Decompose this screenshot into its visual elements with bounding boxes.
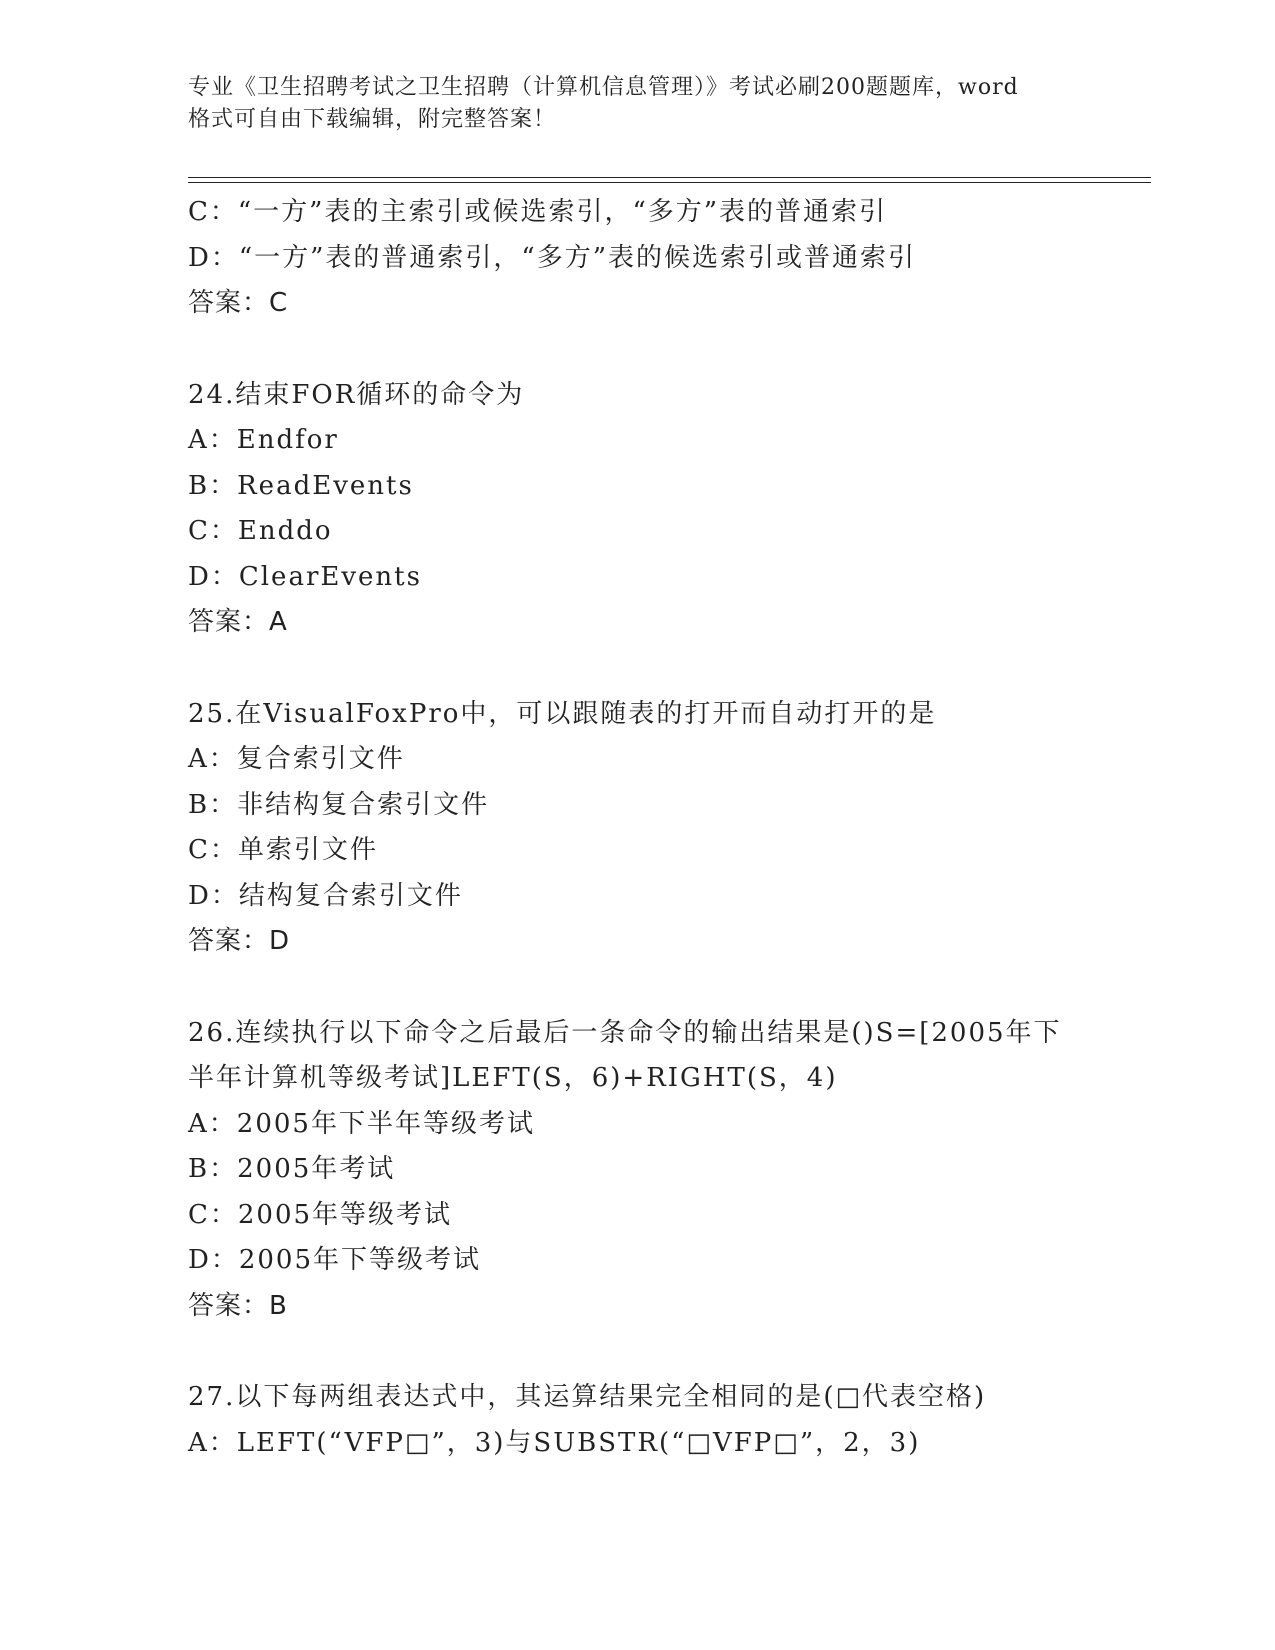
option-b: B：2005年考试 (188, 1154, 396, 1184)
question-list (188, 190, 1188, 1466)
spacer (188, 965, 1188, 1011)
option-a: A：复合索引文件 (188, 744, 405, 774)
question-stem: 27.以下每两组表达式中，其运算结果完全相同的是(□代表空格) (188, 1382, 987, 1412)
option-a: A：Endfor (188, 425, 339, 455)
answer-line: 答案：A (188, 607, 288, 637)
question-27 (188, 1375, 1188, 1466)
question-stem-continued: 半年计算机等级考试]LEFT(S，6)+RIGHT(S，4) (188, 1063, 838, 1093)
question-stem: 26.连续执行以下命令之后最后一条命令的输出结果是()S=[2005年下 (188, 1017, 1062, 1048)
option-c: C：单索引文件 (188, 835, 378, 865)
option-a: A：LEFT(“VFP□”，3)与SUBSTR(“□VFP□”，2，3) (188, 1427, 921, 1458)
option-b: B：非结构复合索引文件 (188, 789, 490, 820)
question-24 (188, 373, 1188, 646)
question-stem: 24.结束FOR循环的命令为 (188, 379, 525, 410)
spacer (188, 646, 1188, 692)
question-stem: 25.在VisualFoxPro中，可以跟随表的打开而自动打开的是 (188, 698, 937, 729)
header-title-line-1: 专业《卫生招聘考试之卫生招聘（计算机信息管理）》考试必刷200题题库，word (188, 75, 1019, 100)
option-a: A：2005年下半年等级考试 (188, 1108, 535, 1139)
document-header (188, 72, 1088, 136)
option-c: C：Enddo (188, 516, 333, 546)
header-divider-top (188, 177, 1151, 178)
option-d: D：“一方”表的普通索引，“多方”表的候选索引或普通索引 (188, 242, 917, 273)
answer-line: 答案：B (188, 1290, 288, 1321)
header-divider-bottom (188, 182, 1151, 183)
option-d: D：结构复合索引文件 (188, 880, 463, 911)
spacer (188, 1329, 1188, 1375)
answer-line: 答案：C (188, 288, 289, 318)
question-26 (188, 1011, 1188, 1330)
header-title-line-2: 格式可自由下载编辑，附完整答案！ (188, 107, 557, 132)
option-d: D：ClearEvents (188, 561, 422, 592)
question-25 (188, 692, 1188, 965)
answer-line: 答案：D (188, 926, 291, 956)
spacer (188, 327, 1188, 373)
question-23-tail (188, 190, 1188, 327)
option-c: C：“一方”表的主索引或候选索引，“多方”表的普通索引 (188, 197, 888, 227)
option-b: B：ReadEvents (188, 470, 414, 501)
option-c: C：2005年等级考试 (188, 1199, 453, 1230)
option-d: D：2005年下等级考试 (188, 1245, 482, 1275)
